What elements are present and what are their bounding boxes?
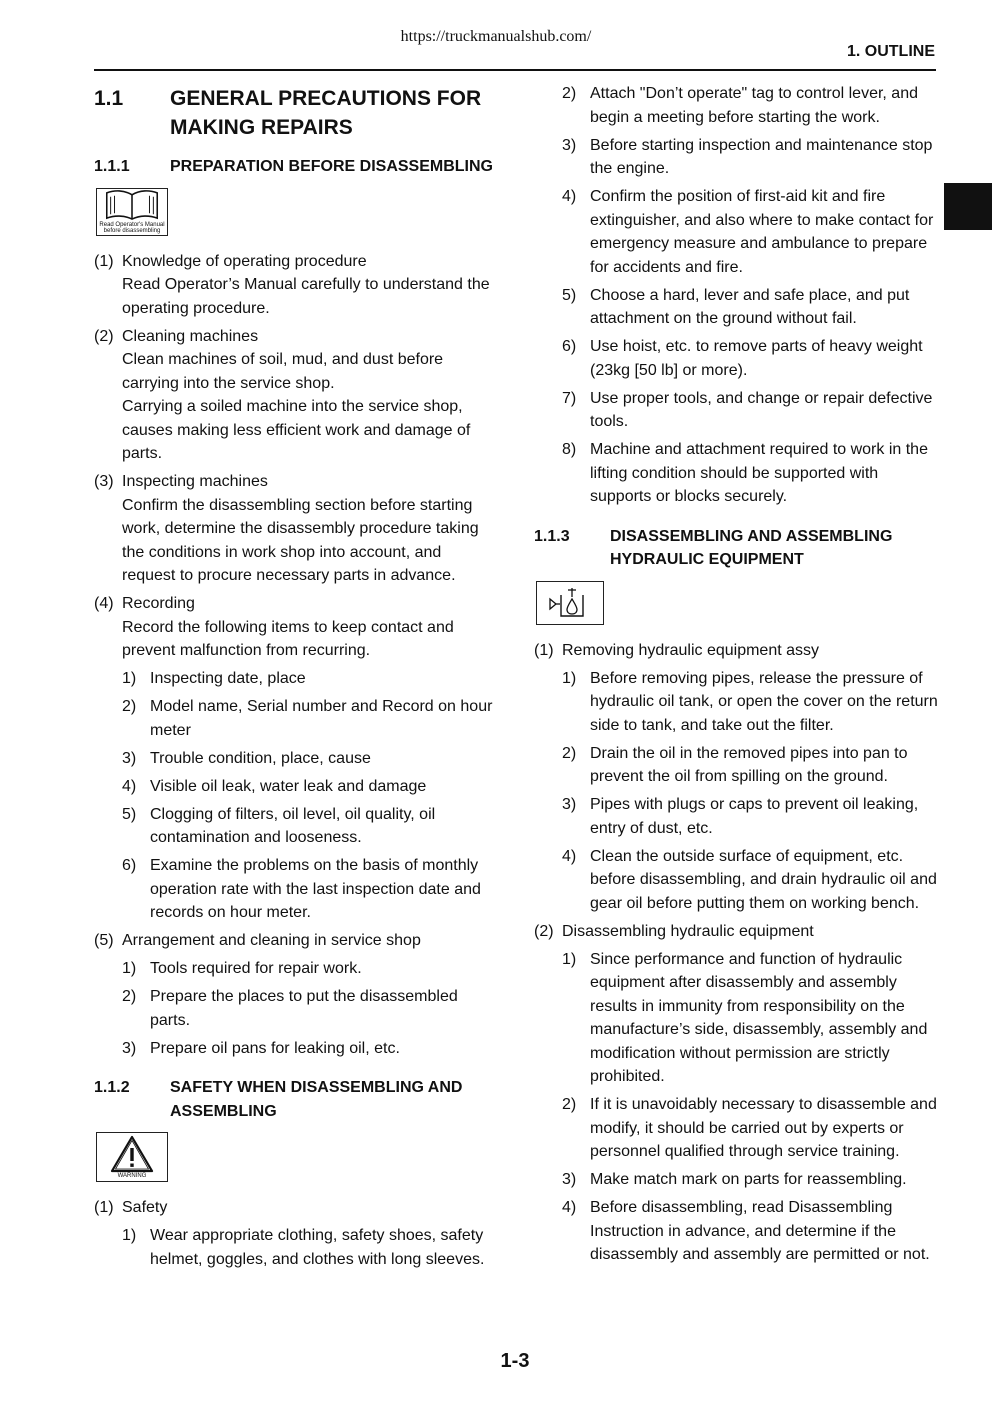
sub-list-item: 2) If it is unavoidably necessary to disassemble and modify, it should be carried out by experts or personnel qualified through service training. (562, 1096, 937, 1160)
chapter-tab-marker (944, 183, 992, 230)
sub-list-item: 3) Prepare oil pans for leaking oil, etc. (122, 1039, 400, 1057)
warning-icon-box (96, 1132, 168, 1182)
subsection-heading-1-1-3 (534, 525, 938, 572)
read-manual-caption-1: Read Operator's Manual (99, 221, 165, 228)
hydraulic-oil-icon (545, 586, 595, 620)
sub-list-item: 3) Pipes with plugs or caps to prevent oil leaking, entry of dust, etc. (562, 796, 919, 837)
subsection-number: 1.1.3 (534, 527, 570, 545)
sub-list-item: 1) Tools required for repair work. (122, 960, 362, 977)
sub-list-item: 2) Attach "Don’t operate" tag to control lever, and begin a meeting before starting the work. (562, 85, 918, 126)
page-number: 1-3 (500, 1350, 530, 1372)
subsection-heading-1-1-2 (94, 1076, 499, 1123)
left-column (94, 82, 499, 1276)
list-item: (4) Recording Record the following items to keep contact and prevent malfunction from recurring. (94, 595, 454, 659)
sub-list-item: 3) Trouble condition, place, cause (122, 749, 371, 767)
subsection-heading-1-1-1 (94, 155, 499, 179)
sub-list-item: 1) Since performance and function of hydraulic equipment after disassembly and assembly results in immunity from responsibility on the manufacture’s side, disassembly, assembly and modification without permission are strictly prohibited. (562, 950, 928, 1085)
sub-list-item: 1) Before removing pipes, release the pressure of hydraulic oil tank, or open the cover on the return side to tank, and take out the filter. (562, 669, 938, 734)
list-item: (2) Cleaning machines Clean machines of soil, mud, and dust before carrying into the service shop. Carrying a soiled machine into the service shop, causes making less efficient work and damage of parts. (94, 327, 471, 462)
header-rule (94, 69, 936, 71)
open-book-icon (102, 189, 162, 222)
sub-list-item: 4) Confirm the position of first-aid kit and fire extinguisher, and also where to make contact for emergency measure and ambulance to prepare for accidents and fire. (562, 188, 934, 276)
sub-list-item: 6) Use hoist, etc. to remove parts of heavy weight (23kg [50 lb] or more). (562, 338, 923, 379)
list-item: (1) Removing hydraulic equipment assy (534, 641, 820, 659)
sub-list-item: 3) Make match mark on parts for reassembling. (562, 1171, 907, 1188)
sub-list-item: 5) Clogging of filters, oil level, oil quality, oil contamination and looseness. (122, 805, 436, 846)
sub-list-item: 2) Prepare the places to put the disassembled parts. (122, 988, 458, 1029)
list-item: (2) Disassembling hydraulic equipment (534, 922, 814, 940)
subsection-title: PREPARATION BEFORE DISASSEMBLING (170, 158, 493, 175)
list-item: (1) Knowledge of operating procedure Read Operator’s Manual carefully to understand the operating procedure. (94, 252, 490, 317)
sub-list-item: 1) Inspecting date, place (122, 670, 306, 687)
hydraulic-oil-icon-box (536, 581, 604, 625)
sub-list-item: 1) Wear appropriate clothing, safety shoes, safety helmet, goggles, and clothes with long sleeves. (122, 1227, 485, 1268)
subsection-number: 1.1.1 (94, 158, 130, 175)
list-item: (5) Arrangement and cleaning in service shop (94, 932, 421, 949)
sub-list-item: 2) Drain the oil in the removed pipes into pan to prevent the oil from spilling on the ground. (562, 744, 908, 785)
sub-list-item: 5) Choose a hard, lever and safe place, and put attachment on the ground without fail. (562, 286, 910, 327)
section-heading (94, 84, 499, 142)
section-number: 1.1 (94, 87, 124, 110)
subsection-title: DISASSEMBLING AND ASSEMBLING HYDRAULIC EQUIPMENT (610, 527, 893, 568)
read-manual-caption-2: before disassembling (103, 228, 161, 234)
section-title: GENERAL PRECAUTIONS FOR MAKING REPAIRS (170, 87, 482, 139)
sub-list-item: 2) Model name, Serial number and Record on hour meter (122, 698, 493, 739)
sub-list-item: 4) Clean the outside surface of equipment, etc. before disassembling, and drain hydraulic oil and gear oil before putting them on working bench. (562, 847, 937, 912)
read-manual-icon (96, 188, 168, 236)
source-url: https://truckmanualshub.com/ (400, 28, 592, 45)
subsection-number: 1.1.2 (94, 1079, 130, 1096)
warning-triangle-icon (110, 1135, 154, 1173)
sub-list-item: 6) Examine the problems on the basis of monthly operation rate with the last inspection date and records on hour meter. (122, 857, 481, 921)
sub-list-item: 4) Before disassembling, read Disassembling Instruction in advance, and determine if the disassembly and assembly are permitted or not. (562, 1199, 930, 1263)
sub-list-item: 8) Machine and attachment required to work in the lifting condition should be supported with supports or blocks securely. (562, 441, 928, 505)
sub-list-item: 3) Before starting inspection and maintenance stop the engine. (562, 136, 933, 177)
chapter-title: 1. OUTLINE (846, 43, 935, 60)
list-item: (3) Inspecting machines Confirm the disassembling section before starting work, determine the disassembly procedure taking the conditions in work shop into account, and request to procure necessary parts in advance. (94, 473, 479, 584)
warning-caption: WARNING (117, 1173, 147, 1179)
sub-list-item: 4) Visible oil leak, water leak and damage (122, 777, 427, 795)
subsection-title: SAFETY WHEN DISASSEMBLING AND ASSEMBLING (170, 1079, 463, 1120)
right-column (534, 82, 938, 1271)
sub-list-item: 7) Use proper tools, and change or repair defective tools. (562, 389, 933, 430)
list-item: (1) Safety (94, 1199, 168, 1216)
